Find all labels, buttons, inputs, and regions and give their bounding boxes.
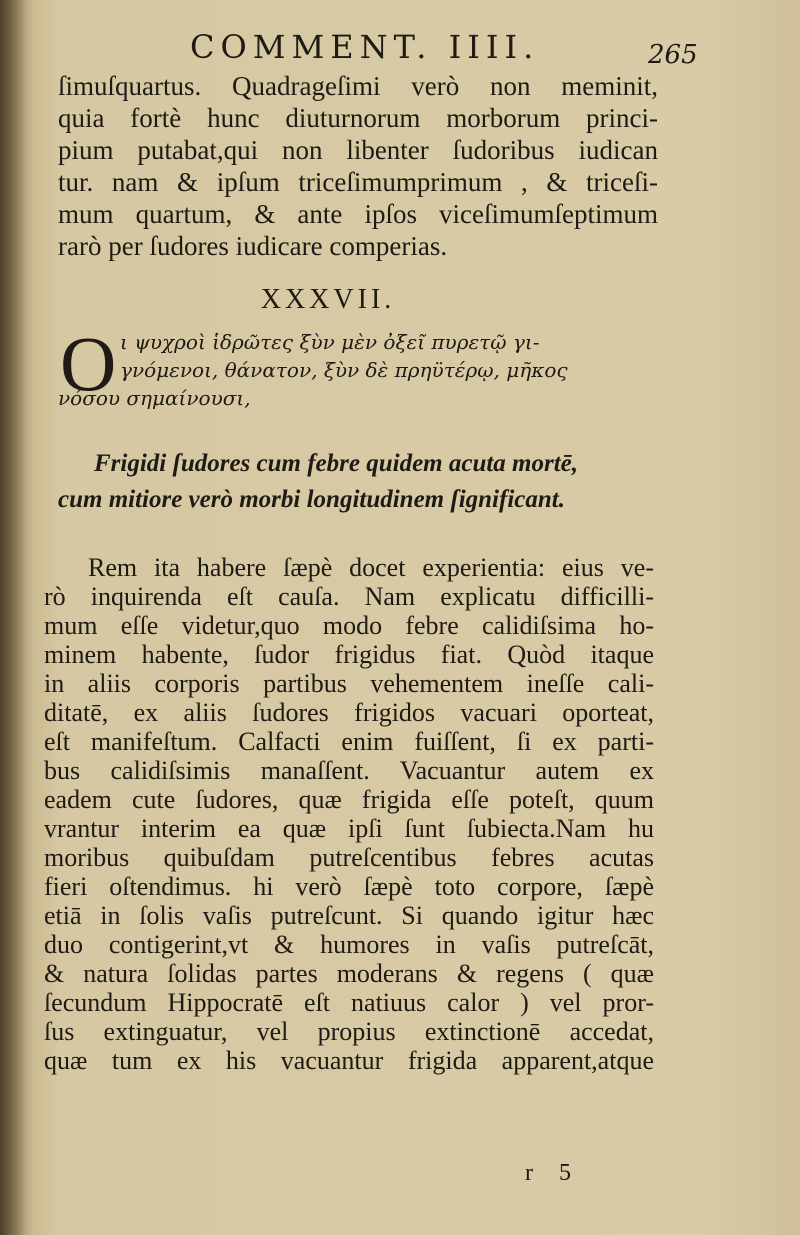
text-line: duo contigerint,vt & humores in vaſis putreſcāt, — [44, 930, 654, 959]
text-line: tur. nam & ipſum triceſimumprimum , & triceſi- — [58, 167, 658, 197]
text-line: mum eſſe videtur,quo modo febre calidiſsima ho- — [44, 611, 654, 640]
greek-line: νόσου σημαίνουσι, — [58, 386, 251, 410]
greek-line: ι ψυχροὶ ἱδρῶτες ξὺν μὲν ὀξεῖ πυρετῷ γι- — [120, 330, 540, 354]
greek-line: γνόμενοι, θάνατον, ξὺν δὲ πρηϋτέρῳ, μῆκος — [120, 358, 568, 382]
commentary — [44, 553, 654, 1075]
text-line: etiā in ſolis vaſis putreſcunt. Si quando igitur hæc — [44, 901, 654, 930]
text-line: ſus extinguatur, vel propius extinctionē accedat, — [44, 1017, 654, 1046]
text-line: mum quartum, & ante ipſos viceſimumſeptimum — [58, 199, 658, 229]
page-number: 265 — [648, 40, 698, 70]
drop-cap: O — [60, 320, 117, 407]
text-line: & natura ſolidas partes moderans & regens ( quæ — [44, 959, 654, 988]
text-line: vrantur interim ea quæ ipſi ſunt ſubiecta.Nam hu — [44, 814, 654, 843]
text-line: quia fortè hunc diuturnorum morborum princi- — [58, 103, 658, 133]
latin-lemma — [58, 446, 628, 518]
text-line: rarò per ſudores iudicare comperias. — [58, 231, 448, 261]
text-line: ditatē, ex aliis ſudores frigidos vacuari oporteat, — [44, 698, 654, 727]
text-line: ſecundum Hippocratē eſt natiuus calor ) vel pror- — [44, 988, 654, 1017]
text-line: Rem ita habere ſæpè docet experientia: eius ve- — [88, 553, 654, 582]
running-head: COMMENT. IIII. — [190, 28, 540, 66]
signature-mark: r 5 — [525, 1160, 581, 1186]
text-line: moribus quibuſdam putreſcentibus febres acutas — [44, 843, 654, 872]
text-line: ſimuſquartus. Quadrageſimi verò non meminit, — [58, 71, 658, 101]
section-number: XXXVII. — [260, 284, 396, 315]
text-line: minem habente, ſudor frigidus fiat. Quòd itaque — [44, 640, 654, 669]
greek-aphorism — [58, 320, 658, 412]
text-line: eadem cute ſudores, quæ frigida eſſe poteſt, quum — [44, 785, 654, 814]
text-line: pium putabat,qui non libenter ſudoribus iudican — [58, 135, 658, 165]
text-line: eſt manifeſtum. Calfacti enim fuiſſent, ſi ex parti- — [44, 727, 654, 756]
text-line: rò inquirenda eſt cauſa. Nam explicatu difficilli- — [44, 582, 654, 611]
lemma-line: cum mitiore verò morbi longitudinem ſignificant. — [58, 486, 565, 513]
lemma-line: Frigidi ſudores cum febre quidem acuta mortē, — [94, 450, 579, 477]
text-line: in aliis corporis partibus vehementem ineſſe cali- — [44, 669, 654, 698]
gutter-shadow — [0, 0, 26, 1235]
text-line: bus calidiſsimis manaſſent. Vacuantur autem ex — [44, 756, 654, 785]
text-line: fieri oſtendimus. hi verò ſæpè toto corpore, ſæpè — [44, 872, 654, 901]
top-paragraph — [58, 70, 658, 262]
text-line: quæ tum ex his vacuantur frigida apparent,atque — [44, 1046, 654, 1075]
